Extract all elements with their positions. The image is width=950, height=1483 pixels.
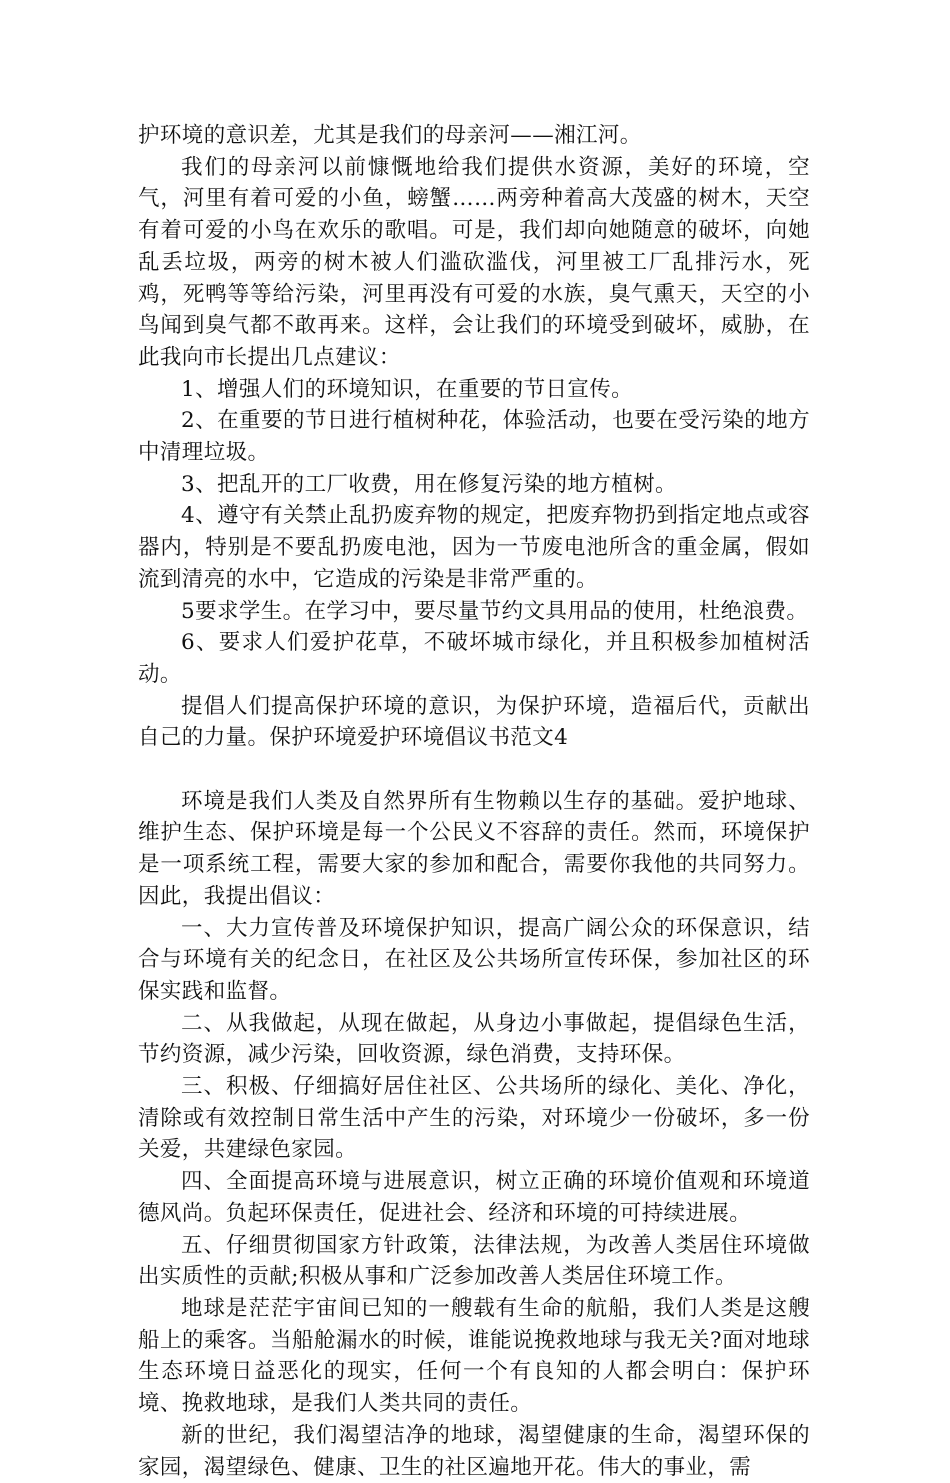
suggestion-item-5: 5要求学生。在学习中，要尽量节约文具用品的使用，杜绝浪费。 <box>181 598 809 624</box>
suggestion-item-6: 6、要求人们爱护花草，不破坏城市绿化，并且积极参加植树活动。 <box>138 630 810 687</box>
proposal-item-4: 四、全面提高环境与进展意识，树立正确的环境价值观和环境道德风尚。负起环保责任，促进社会、经济和环境的可持续进展。 <box>138 1169 810 1226</box>
paragraph-earth-ship: 地球是茫茫宇宙间已知的一艘载有生命的航船，我们人类是这艘船上的乘客。当船舱漏水的时候，谁能说挽救地球与我无关?面对地球生态环境日益恶化的现实，任何一个有良知的人都会明白：保护环境、挽救地球，是我们人类共同的责任。 <box>138 1296 810 1417</box>
document-body <box>138 120 810 1483</box>
paragraph-closing-with-heading: 提倡人们提高保护环境的意识，为保护环境，造福后代，贡献出自己的力量。保护环境爱护环境倡议书范文4 <box>138 693 810 751</box>
suggestion-item-3: 3、把乱开的工厂收费，用在修复污染的地方植树。 <box>181 471 677 497</box>
suggestion-item-4: 4、遵守有关禁止乱扔废弃物的规定，把废弃物扔到指定地点或容器内，特别是不要乱扔废电池，因为一节废电池所含的重金属，假如流到清亮的水中，它造成的污染是非常严重的。 <box>138 503 810 592</box>
section-spacer <box>138 754 810 786</box>
proposal-item-3: 三、积极、仔细搞好居住社区、公共场所的绿化、美化、净化，清除或有效控制日常生活中产生的污染，对环境少一份破坏，多一份关爱，共建绿色家园。 <box>138 1074 810 1163</box>
proposal-item-2: 二、从我做起，从现在做起，从身边小事做起，提倡绿色生活，节约资源，减少污染，回收资源，绿色消费，支持环保。 <box>138 1010 810 1068</box>
suggestion-item-1: 1、增强人们的环境知识，在重要的节日宣传。 <box>181 376 634 402</box>
paragraph-new-century: 新的世纪，我们渴望洁净的地球，渴望健康的生命，渴望环保的家园，渴望绿色、健康、卫生的社区遍地开花。伟大的事业，需 <box>138 1422 810 1480</box>
paragraph-intro-environment: 环境是我们人类及自然界所有生物赖以生存的基础。爱护地球、维护生态、保护环境是每一个公民义不容辞的责任。然而，环境保护是一项系统工程，需要大家的参加和配合，需要你我他的共同努力。因此，我提出倡议： <box>138 788 810 909</box>
proposal-item-1: 一、大力宣传普及环境保护知识，提高广阔公众的环保意识，结合与环境有关的纪念日，在社区及公共场所宣传环保，参加社区的环保实践和监督。 <box>138 915 810 1004</box>
suggestion-item-2: 2、在重要的节日进行植树种花，体验活动，也要在受污染的地方中清理垃圾。 <box>138 408 810 466</box>
proposal-item-5: 五、仔细贯彻国家方针政策，法律法规，为改善人类居住环境做出实质性的贡献;积极从事和广泛参加改善人类居住环境工作。 <box>138 1232 810 1290</box>
paragraph-mother-river: 我们的母亲河以前慷慨地给我们提供水资源，美好的环境，空气，河里有着可爱的小鱼，螃蟹……两旁种着高大茂盛的树木，天空有着可爱的小鸟在欢乐的歌唱。可是，我们却向她随意的破坏，向她乱丢垃圾，两旁的树木被人们滥砍滥伐，河里被工厂乱排污水，死鸡，死鸭等等给污染，河里再没有可爱的水族，臭气熏天，天空的小鸟闻到臭气都不敢再来。这样，会让我们的环境受到破坏，威胁，在此我向市长提出几点建议： <box>138 154 810 370</box>
paragraph-continuation: 护环境的意识差，尤其是我们的母亲河——湘江河。 <box>138 123 642 148</box>
